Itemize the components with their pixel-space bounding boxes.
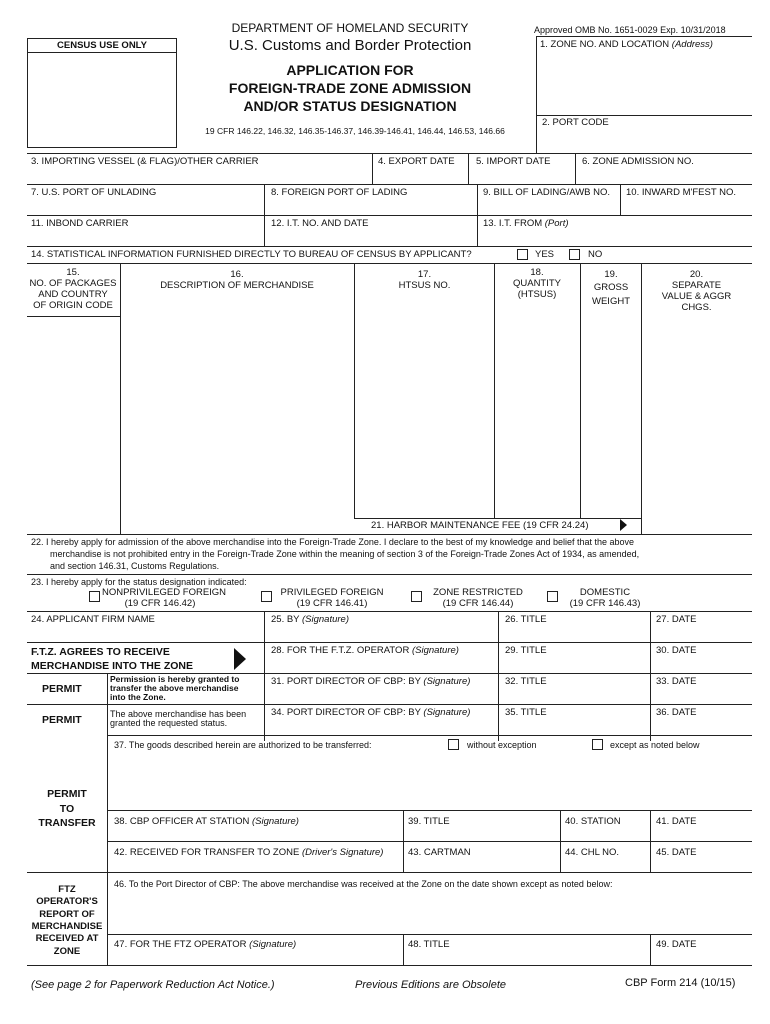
field-13-text: 13. I.T. FROM xyxy=(483,218,543,229)
permit-label: PERMIT xyxy=(42,714,82,726)
opt-name: ZONE RESTRICTED xyxy=(433,587,523,598)
opt-name: PRIVILEGED FOREIGN xyxy=(280,587,384,598)
divider xyxy=(27,704,752,705)
merchandise-description-area[interactable] xyxy=(122,320,352,516)
divider xyxy=(372,153,373,184)
status-description xyxy=(110,710,246,729)
col-17-header xyxy=(355,270,494,292)
divider xyxy=(27,316,121,317)
census-use-only-label: CENSUS USE ONLY xyxy=(28,39,176,53)
divider xyxy=(107,735,108,965)
field-12-label: 12. I.T. NO. AND DATE xyxy=(271,218,369,229)
field-47-note: (Signature) xyxy=(249,939,297,950)
field-11-label: 11. INBOND CARRIER xyxy=(31,218,129,229)
col-20-line: VALUE & AGGR xyxy=(661,290,732,302)
col-17-line: 17. xyxy=(417,269,432,280)
field-22-line1: 22. I hereby apply for admission of the above merchandise into the Foreign-Trade Zone. I declare to the best of my knowledge and belief that the above xyxy=(31,537,635,547)
field-28-label xyxy=(271,646,459,657)
field-30-label: 30. DATE xyxy=(656,645,697,656)
field-25-note: (Signature) xyxy=(302,614,349,625)
form-number: CBP Form 214 (10/15) xyxy=(625,977,736,989)
col-20-line: 20. xyxy=(689,269,704,280)
col-19-line: 19. xyxy=(604,269,618,280)
divider xyxy=(107,735,752,736)
divider xyxy=(107,934,752,935)
department-name: DEPARTMENT OF HOMELAND SECURITY xyxy=(231,21,469,35)
permit-label: PERMIT xyxy=(42,683,82,695)
divider xyxy=(27,872,752,873)
divider xyxy=(650,611,651,741)
field-49-label: 49. DATE xyxy=(656,939,697,950)
field-47-label xyxy=(114,940,296,951)
divider xyxy=(403,934,404,965)
col-19-line: GROSS xyxy=(593,282,629,294)
permit-description xyxy=(110,675,239,702)
divider xyxy=(580,263,581,518)
field-26-label: 26. TITLE xyxy=(505,614,547,625)
report-label-line: REPORT OF xyxy=(39,908,95,920)
report-label-line: FTZ xyxy=(58,884,76,895)
status-desc-line: The above merchandise has been xyxy=(110,709,247,719)
opt-zone-restricted xyxy=(424,588,532,610)
divider xyxy=(536,36,537,154)
divider xyxy=(468,153,469,184)
divider xyxy=(354,263,355,518)
col-15-line: AND COUNTRY xyxy=(38,288,108,300)
domestic-checkbox[interactable] xyxy=(547,591,558,602)
field-9-label: 9. BILL OF LADING/AWB NO. xyxy=(483,187,611,198)
divider xyxy=(477,215,478,246)
except-as-noted-checkbox[interactable] xyxy=(592,739,603,750)
field-29-label: 29. TITLE xyxy=(505,645,547,656)
opt-cfr: (19 CFR 146.44) xyxy=(442,597,514,609)
field-8-label: 8. FOREIGN PORT OF LADING xyxy=(271,187,408,198)
field-31-text: 31. PORT DIRECTOR OF CBP: BY xyxy=(271,676,421,687)
field-35-label: 35. TITLE xyxy=(505,707,547,718)
opt-nonprivileged xyxy=(102,587,227,610)
field-22-line2: merchandise is not prohibited entry in the Foreign-Trade Zone within the meaning of section 3 of the Foreign-Trade Zones Act of 1934, as amended, xyxy=(50,549,640,559)
divider xyxy=(498,611,499,741)
transfer-label-line: PERMIT xyxy=(47,788,87,800)
divider xyxy=(575,153,576,184)
field-38-text: 38. CBP OFFICER AT STATION xyxy=(114,816,250,827)
field-6-label: 6. ZONE ADMISSION NO. xyxy=(582,156,694,167)
divider xyxy=(27,534,752,535)
field-44-label: 44. CHL NO. xyxy=(565,847,620,858)
divider xyxy=(27,965,752,966)
divider xyxy=(27,574,752,575)
paperwork-notice: (See page 2 for Paperwork Reduction Act Notice.) xyxy=(31,979,275,991)
nonprivileged-foreign-checkbox[interactable] xyxy=(89,591,100,602)
obsolete-notice: Previous Editions are Obsolete xyxy=(355,979,507,991)
field-37-label: 37. The goods described herein are authorized to be transferred: xyxy=(114,740,372,750)
field-14-label: 14. STATISTICAL INFORMATION FURNISHED DIRECTLY TO BUREAU OF CENSUS BY APPLICANT? xyxy=(31,249,472,260)
divider xyxy=(264,611,265,741)
port-code-input[interactable] xyxy=(540,132,750,152)
form-title-line3: AND/OR STATUS DESIGNATION xyxy=(243,98,457,114)
col-15-line: OF ORIGIN CODE xyxy=(33,299,113,311)
field-13-note: (Port) xyxy=(544,218,569,229)
field-25-text: 25. BY xyxy=(271,614,300,625)
field-42-label xyxy=(114,848,383,859)
form-title-line2: FOREIGN-TRADE ZONE ADMISSION xyxy=(228,80,472,96)
arrow-icon xyxy=(620,519,627,531)
field-32-label: 32. TITLE xyxy=(505,676,547,687)
field-41-label: 41. DATE xyxy=(656,816,697,827)
permit-desc-line: into the Zone. xyxy=(110,691,166,702)
report-label-line: ZONE xyxy=(53,945,81,957)
field-38-label xyxy=(114,817,299,828)
field-33-label: 33. DATE xyxy=(656,676,697,687)
permit-desc-line: transfer the above merchandise xyxy=(110,682,239,693)
field-27-label: 27. DATE xyxy=(656,614,697,625)
yes-label: YES xyxy=(535,249,555,260)
col-17-line: HTSUS NO. xyxy=(398,279,451,291)
without-exception-label: without exception xyxy=(467,740,537,750)
report-label-line: OPERATOR'S xyxy=(36,896,98,908)
field-28-text: 28. FOR THE F.T.Z. OPERATOR xyxy=(271,645,410,656)
report-label-line: MERCHANDISE xyxy=(31,921,103,933)
divider xyxy=(650,934,651,965)
field-43-label: 43. CARTMAN xyxy=(408,847,471,858)
col-19-line: WEIGHT xyxy=(592,295,630,307)
col-15-line: NO. OF PACKAGES xyxy=(29,277,117,289)
field-24-label: 24. APPLICANT FIRM NAME xyxy=(31,614,155,625)
zone-location-input[interactable] xyxy=(540,56,750,112)
divider xyxy=(27,246,752,247)
ftz-operator-report-label xyxy=(27,884,107,958)
field-1-text: 1. ZONE NO. AND LOCATION xyxy=(540,39,670,50)
field-46-label: 46. To the Port Director of CBP: The above merchandise was received at the Zone on the date shown except as noted below: xyxy=(114,879,613,889)
agency-name: U.S. Customs and Border Protection xyxy=(228,37,472,54)
field-1-label xyxy=(540,40,713,51)
field-38-note: (Signature) xyxy=(251,816,299,827)
opt-name: NONPRIVILEGED FOREIGN xyxy=(102,587,227,598)
col-15-line: 15. xyxy=(66,267,80,278)
field-25-label xyxy=(271,615,349,626)
divider xyxy=(536,36,752,37)
transfer-label-line: TRANSFER xyxy=(38,817,96,830)
col-18-line: 18. xyxy=(530,267,544,278)
permit-desc-line: Permission is hereby granted to xyxy=(110,674,240,684)
divider xyxy=(264,184,265,215)
col-18-line: QUANTITY xyxy=(512,277,562,289)
col-16-line: 16. xyxy=(230,269,244,280)
col-16-line: DESCRIPTION OF MERCHANDISE xyxy=(160,279,314,291)
field-34-text: 34. PORT DIRECTOR OF CBP: BY xyxy=(271,707,421,718)
divider xyxy=(264,215,265,246)
omb-approval: Approved OMB No. 1651-0029 Exp. 10/31/2018 xyxy=(534,25,726,35)
col-20-header xyxy=(641,270,752,314)
field-7-label: 7. U.S. PORT OF UNLADING xyxy=(31,187,157,198)
divider xyxy=(27,611,752,612)
field-45-label: 45. DATE xyxy=(656,847,697,858)
divider xyxy=(27,642,752,643)
field-28-note: (Signature) xyxy=(411,645,459,656)
divider xyxy=(27,184,752,185)
no-checkbox[interactable] xyxy=(569,249,580,260)
opt-cfr: (19 CFR 146.43) xyxy=(569,597,641,609)
cfr-reference: 19 CFR 146.22, 146.32, 146.35-146.37, 146.39-146.41, 146.44, 146.53, 146.66 xyxy=(205,126,505,136)
field-10-label: 10. INWARD M'FEST NO. xyxy=(626,187,737,198)
field-23-label: 23. I hereby apply for the status designation indicated: xyxy=(31,577,247,587)
yes-checkbox[interactable] xyxy=(517,249,528,260)
col-20-line: CHGS. xyxy=(681,301,712,313)
col-18-header xyxy=(494,268,580,301)
form-title-line1: APPLICATION FOR xyxy=(286,62,414,78)
field-36-label: 36. DATE xyxy=(656,707,697,718)
opt-privileged xyxy=(276,588,388,610)
divider xyxy=(27,153,752,154)
col-19-header xyxy=(581,268,641,308)
divider xyxy=(107,810,752,811)
col-18-line: (HTSUS) xyxy=(517,288,557,300)
col-16-header xyxy=(120,270,354,292)
field-34-note: (Signature) xyxy=(423,707,471,718)
field-4-label: 4. EXPORT DATE xyxy=(378,156,455,167)
ftz-agrees-line2: MERCHANDISE INTO THE ZONE xyxy=(31,660,193,672)
field-5-label: 5. IMPORT DATE xyxy=(476,156,551,167)
without-exception-checkbox[interactable] xyxy=(448,739,459,750)
permit-to-transfer-label xyxy=(27,787,107,831)
field-48-label: 48. TITLE xyxy=(408,939,450,950)
field-22-line3: and section 146.31, Customs Regulations. xyxy=(50,561,220,571)
col-15-header xyxy=(27,268,119,312)
opt-cfr: (19 CFR 146.42) xyxy=(124,597,196,609)
field-39-label: 39. TITLE xyxy=(408,816,450,827)
divider xyxy=(536,115,752,116)
field-3-label: 3. IMPORTING VESSEL (& FLAG)/OTHER CARRIER xyxy=(31,156,259,167)
field-31-label xyxy=(271,677,470,688)
opt-domestic xyxy=(560,588,650,610)
field-42-note: (Driver's Signature) xyxy=(301,847,384,858)
privileged-foreign-checkbox[interactable] xyxy=(261,591,272,602)
zone-restricted-checkbox[interactable] xyxy=(411,591,422,602)
divider xyxy=(27,263,752,264)
col-20-line: SEPARATE xyxy=(671,279,722,291)
report-label-line: RECEIVED AT xyxy=(35,933,99,945)
status-desc-line: granted the requested status. xyxy=(110,718,228,729)
divider xyxy=(27,215,752,216)
census-use-only-box xyxy=(27,38,177,148)
field-21-label: 21. HARBOR MAINTENANCE FEE (19 CFR 24.24) xyxy=(371,520,589,531)
field-40-label: 40. STATION xyxy=(565,816,621,827)
field-47-text: 47. FOR THE FTZ OPERATOR xyxy=(114,939,247,950)
no-label: NO xyxy=(588,249,603,260)
field-13-label xyxy=(483,219,569,230)
transfer-label-line: TO xyxy=(59,802,75,815)
divider xyxy=(494,263,495,518)
opt-cfr: (19 CFR 146.41) xyxy=(296,597,368,609)
except-as-noted-label: except as noted below xyxy=(610,740,700,750)
divider xyxy=(620,184,621,215)
ftz-agrees-line1: F.T.Z. AGREES TO RECEIVE xyxy=(31,646,170,658)
arrow-icon xyxy=(234,648,246,670)
divider xyxy=(641,263,642,535)
field-2-label: 2. PORT CODE xyxy=(542,117,609,128)
divider xyxy=(354,518,641,519)
field-1-note: (Address) xyxy=(671,39,713,50)
divider xyxy=(477,184,478,215)
divider xyxy=(107,841,752,842)
field-34-label xyxy=(271,708,470,719)
field-42-text: 42. RECEIVED FOR TRANSFER TO ZONE xyxy=(114,847,300,858)
opt-name: DOMESTIC xyxy=(579,587,631,598)
field-31-note: (Signature) xyxy=(423,676,471,687)
divider xyxy=(120,263,121,535)
